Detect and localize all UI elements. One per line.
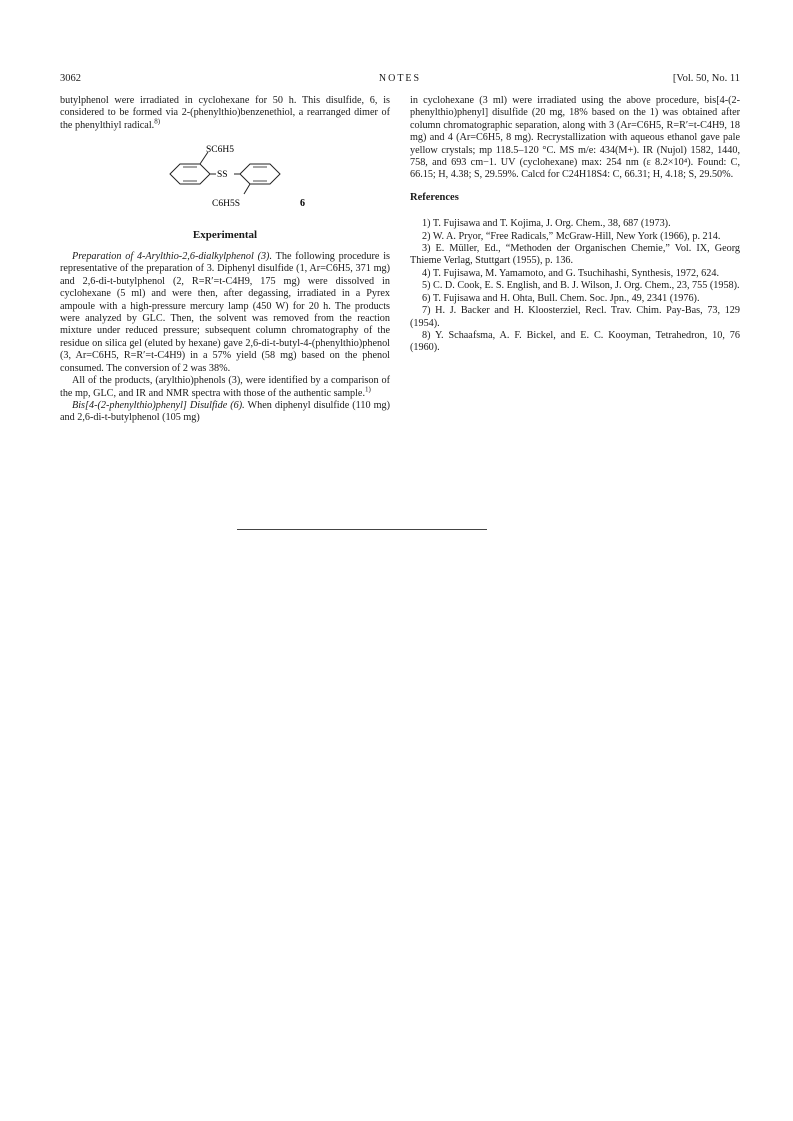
- procedure-title-3: Bis[4-(2-phenylthio)phenyl] Disulfide (6).: [72, 399, 245, 411]
- volume-info: [Vol. 50, No. 11: [672, 73, 740, 84]
- substituent-top-label: SC6H5: [206, 145, 234, 156]
- reference-item: 3) E. Müller, Ed., “Methoden der Organischen Chemie,” Vol. IX, Georg Thieme Verlag, Stuttgart (1955), p. 136.: [410, 243, 740, 267]
- reference-item: 4) T. Fujisawa, M. Yamamoto, and G. Tsuchihashi, Synthesis, 1972, 624.: [422, 267, 719, 279]
- disulfide-label: SS: [217, 170, 228, 181]
- structure-6-diagram: [60, 136, 390, 214]
- substituent-bottom-label: C6H5S: [212, 199, 240, 210]
- reference-item: 1) T. Fujisawa and T. Kojima, J. Org. Chem., 38, 687 (1973).: [422, 218, 671, 230]
- compound-number: 6: [300, 198, 305, 210]
- procedure-text-1: The following procedure is representative of the preparation of 3. Diphenyl disulfide (1, Ar=C6H5, 371 mg) and 2,6-di-t-butylphenol (2, R=R′=t-C4H9, 175 mg) were dissolved in cyclohexane (5 ml) and were then, after degassing, irradiated in a Pyrex ampoule with a high-pressure mercury lamp (450 W) for 20 h. The products were analyzed by GLC. Then, the solvent was removed from the reaction mixture under reduced pressure; subsequent column chromatography of the residue on silica gel (eluted by hexane) gave 2,6-di-t-butyl-4-(phenylthio)phenol (3, Ar=C6H5, R=R′=t-C4H9) in a 57% yield (58 mg) based on the phenol consumed. The conversion of 2 was 38%.: [60, 251, 390, 374]
- intro-text: butylphenol were irradiated in cyclohexane for 50 h. This disulfide, 6, is considered to be formed via 2-(phenylthio)benzenethiol, a rearranged dimer of the phenylthiyl radical.: [60, 95, 390, 131]
- procedure-footnote-ref: 1): [365, 385, 371, 394]
- page-header: [60, 73, 740, 87]
- reference-item: 5) C. D. Cook, E. S. English, and B. J. Wilson, J. Org. Chem., 23, 755 (1958).: [422, 280, 740, 292]
- reference-list: [410, 218, 740, 354]
- intro-footnote-ref: 8): [154, 117, 161, 126]
- section-title-experimental: Experimental: [192, 228, 258, 241]
- references-title: References: [410, 191, 459, 203]
- reference-item: 7) H. J. Backer and H. Kloosterziel, Recl. Trav. Chim. Pay-Bas, 73, 129 (1954).: [410, 305, 740, 329]
- right-column: [410, 95, 740, 355]
- end-rule: [237, 529, 487, 530]
- procedure-title-1: Preparation of 4-Arylthio-2,6-dialkylphenol (3).: [72, 251, 273, 263]
- procedure-text-3: When diphenyl disulfide (110 mg) and 2,6-di-t-butylphenol (105 mg): [60, 399, 390, 424]
- procedure-paragraph-1: [60, 251, 390, 375]
- page-number: 3062: [60, 73, 81, 84]
- running-head: NOTES: [378, 73, 422, 84]
- reference-item: 2) W. A. Pryor, “Free Radicals,” McGraw-Hill, New York (1966), p. 214.: [422, 230, 721, 242]
- continued-paragraph: in cyclohexane (3 ml) were irradiated using the above procedure, bis[4-(2-phenylthio)phenyl] disulfide (20 mg, 18% based on the 1) was obtained after column chromatographic separation, along with 3 (Ar=C6H5, R=R′=t-C4H9, 18 mg) and 4 (Ar=C6H5, 8 mg). Recrystallization with aqueous ethanol gave pale yellow crystals; mp 118.5–120 °C. MS m/e: 434(M+). IR (Nujol) 1582, 1440, 758, and 693 cm−1. UV (cyclohexane) max: 254 nm (ε 8.2×10⁴). Found: C, 66.15; H, 4.38; S, 29.59%. Calcd for C24H18S4: C, 66.31; H, 4.18; S, 29.50%.: [410, 95, 740, 181]
- procedure-text-2: All of the products, (arylthio)phenols (3), were identified by a comparison of the mp, GLC, and IR and NMR spectra with those of the authentic sample.: [60, 375, 390, 399]
- reference-item: 8) Y. Schaafsma, A. F. Bickel, and E. C. Kooyman, Tetrahedron, 10, 76 (1960).: [410, 329, 740, 354]
- procedure-paragraph-2: [60, 375, 390, 400]
- reference-item: 6) T. Fujisawa and H. Ohta, Bull. Chem. Soc. Jpn., 49, 2341 (1976).: [422, 292, 700, 304]
- left-column: [60, 95, 390, 425]
- intro-paragraph: [60, 95, 390, 132]
- procedure-paragraph-3: [60, 400, 390, 425]
